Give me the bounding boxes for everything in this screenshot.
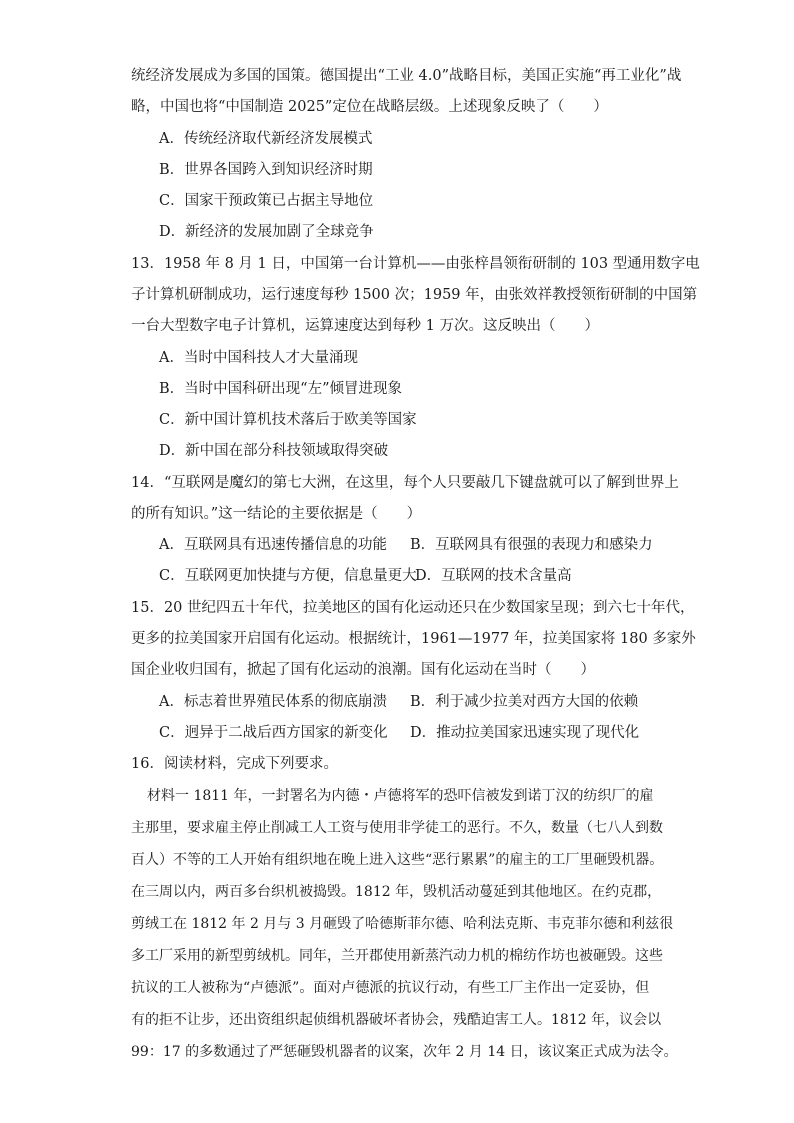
q15-stem-line-3: 国企业收归国有，掀起了国有化运动的浪潮。国有化运动在当时（ ） <box>131 662 595 678</box>
q13-option-d[interactable]: D．新中国在部分科技领域取得突破 <box>159 443 389 459</box>
q13-stem-line-1: 13．1958 年 8 月 1 日，中国第一台计算机——由张梓昌领衔研制的 103 型通用数字电 <box>131 256 700 272</box>
q12-stem-line-2: 略，中国也将“中国制造 2025”定位在战略层级。上述现象反映了（ ） <box>131 99 608 115</box>
q14-option-d[interactable]: D．互联网的技术含量高 <box>415 568 572 584</box>
q14-option-a[interactable]: A．互联网具有迅速传播信息的功能 <box>159 537 387 553</box>
q16-material-line-1: 材料一 1811 年，一封署名为内德・卢德将军的恐吓信被发到诺丁汉的纺织厂的雇 <box>147 788 654 804</box>
q12-stem-line-1: 统经济发展成为多国的国策。德国提出“工业 4.0”战略目标，美国正实施“再工业化”战 <box>131 68 682 84</box>
q16-material-line-6: 多工厂采用的新型剪绒机。同年，兰开郡使用新蒸汽动力机的棉纺作坊也被砸毁。这些 <box>131 948 663 964</box>
q12-option-d[interactable]: D．新经济的发展加剧了全球竞争 <box>159 224 374 240</box>
q15-option-b[interactable]: B．利于减少拉美对西方大国的依赖 <box>410 694 639 710</box>
q16-material-line-4: 在三周以内，两百多台织机被捣毁。1812 年，毁机活动蔓延到其他地区。在约克郡， <box>131 884 662 900</box>
q15-option-d[interactable]: D．推动拉美国家迅速实现了现代化 <box>410 725 640 741</box>
q12-option-c[interactable]: C．国家干预政策已占据主导地位 <box>159 193 374 209</box>
q13-stem-line-3: 一台大型数字电子计算机，运算速度达到每秒 1 万次。这反映出（ ） <box>131 318 599 334</box>
q16-material-line-5: 剪绒工在 1812 年 2 月与 3 月砸毁了哈德斯菲尔德、哈利法克斯、韦克菲尔德和利兹很 <box>131 916 674 932</box>
q16-material-line-9: 99：17 的多数通过了严惩砸毁机器者的议案，次年 2 月 14 日，该议案正式成为法令。 <box>131 1044 678 1060</box>
q14-option-b[interactable]: B．互联网具有很强的表现力和感染力 <box>410 537 653 553</box>
q13-stem-line-2: 子计算机研制成功，运行速度每秒 1500 次；1959 年，由张效祥教授领衔研制的中国第 <box>131 287 698 303</box>
q16-material-line-8: 有的拒不让步，还出资组织起侦缉机器破坏者协会，残酷迫害工人。1812 年，议会以 <box>131 1012 662 1028</box>
q14-stem-line-2: 的所有知识。”这一结论的主要依据是（ ） <box>131 506 422 522</box>
q16-material-line-3: 百人）不等的工人开始有组织地在晚上进入这些“恶行累累”的雇主的工厂里砸毁机器。 <box>131 852 664 868</box>
q15-stem-line-1: 15．20 世纪四五十年代，拉美地区的国有化运动还只在少数国家呈现；到六七十年代， <box>131 600 695 616</box>
q15-option-a[interactable]: A．标志着世界殖民体系的彻底崩溃 <box>159 694 387 710</box>
q16-material-line-7: 抗议的工人被称为“卢德派”。面对卢德派的抗议行动，有些工厂主作出一定妥协，但 <box>131 980 650 996</box>
q13-option-c[interactable]: C．新中国计算机技术落后于欧美等国家 <box>159 412 417 428</box>
q16-stem: 16．阅读材料，完成下列要求。 <box>131 756 338 772</box>
q16-material-line-2: 主那里，要求雇主停止削减工人工资与使用非学徒工的恶行。不久，数量（七八人到数 <box>131 820 663 836</box>
q14-stem-line-1: 14．“互联网是魔幻的第七大洲，在这里，每个人只要敲几下键盘就可以了解到世界上 <box>131 475 679 491</box>
q15-option-c[interactable]: C．迥异于二战后西方国家的新变化 <box>159 725 388 741</box>
q12-option-b[interactable]: B．世界各国跨入到知识经济时期 <box>159 162 373 178</box>
q12-option-a[interactable]: A．传统经济取代新经济发展模式 <box>159 131 373 147</box>
q13-option-b[interactable]: B．当时中国科研出现“左”倾冒进现象 <box>159 381 402 397</box>
q14-option-c[interactable]: C．互联网更加快捷与方便，信息量更大 <box>159 568 417 584</box>
q13-option-a[interactable]: A．当时中国科技人才大量涌现 <box>159 350 358 366</box>
q15-stem-line-2: 更多的拉美国家开启国有化运动。根据统计，1961—1977 年，拉美国家将 180 多家外 <box>131 631 696 647</box>
